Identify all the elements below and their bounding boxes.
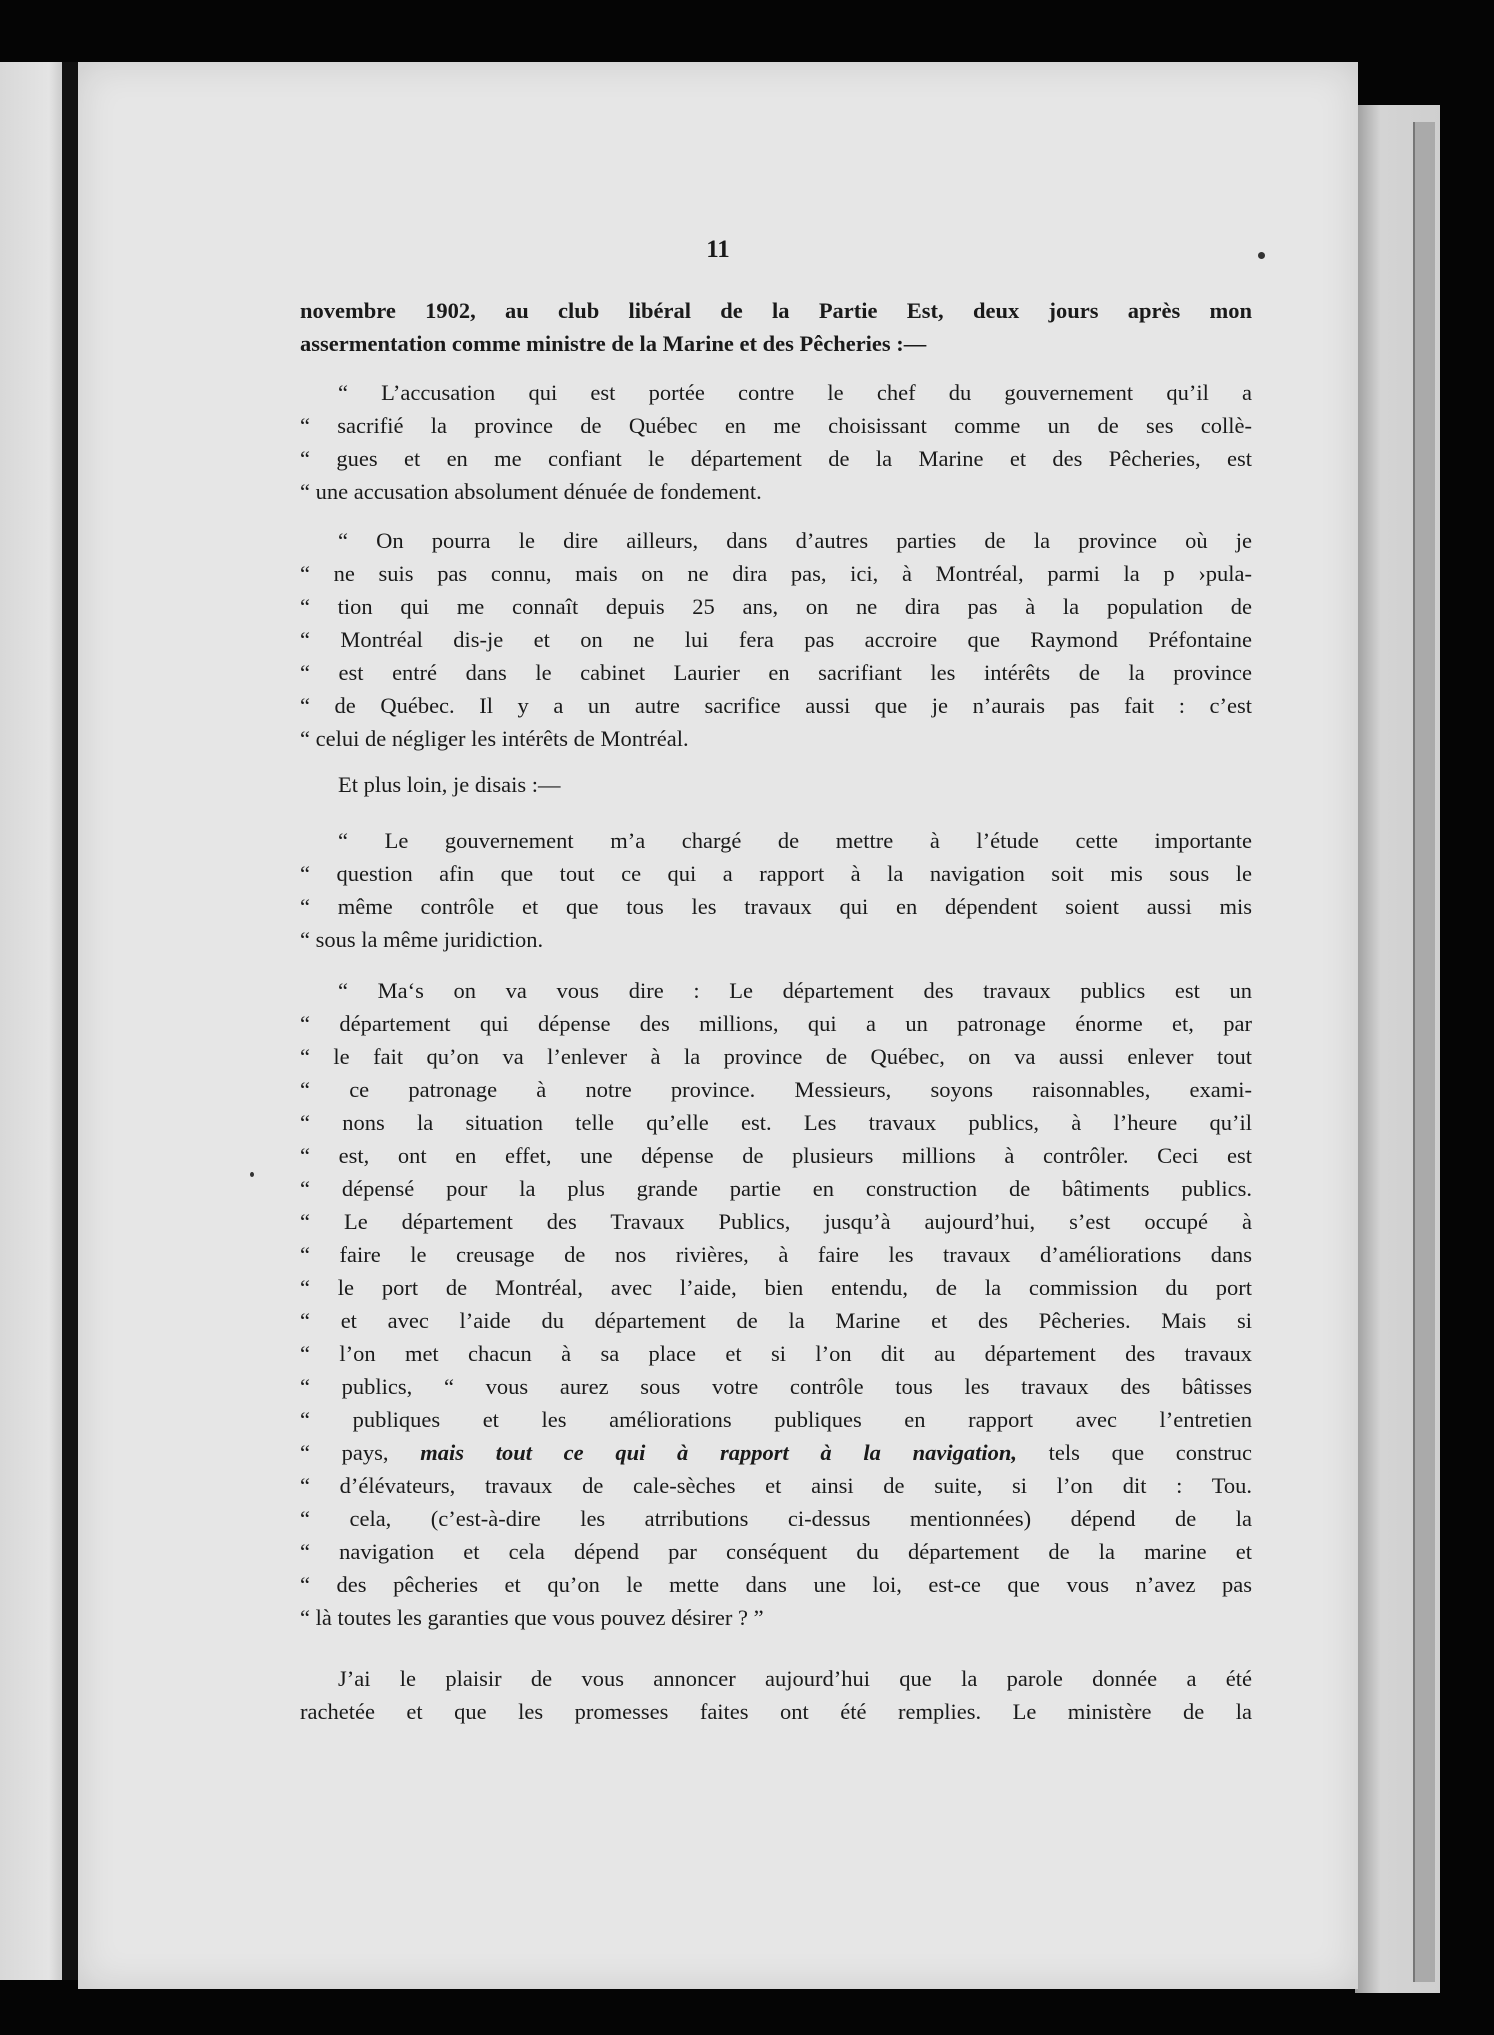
text-line: assermentation comme ministre de la Marine et des Pêcheries :— [300,331,927,356]
text-line: “ une accusation absolument dénuée de fondement. [300,479,762,504]
text-line: “ même contrôle et que tous les travaux qui en dépendent soient aussi mis [300,894,1252,919]
paragraph-transition [300,768,1252,801]
text-line: “ le port de Montréal, avec l’aide, bien entendu, de la commission du port [300,1275,1252,1300]
paragraph-quote-3 [300,824,1252,956]
text-line: “ le fait qu’on va l’enlever à la province de Québec, on va aussi enlever tout [300,1044,1252,1069]
text-line: “ sous la même juridiction. [300,927,544,952]
text-line: “ L’accusation qui est portée contre le chef du gouvernement qu’il a [338,380,1252,405]
text-line: “ gues et en me confiant le département de la Marine et des Pêcheries, est [300,446,1252,471]
text-line: “ nons la situation telle qu’elle est. Les travaux publics, à l’heure qu’il [300,1110,1252,1135]
italic-emphasis: mais tout ce qui à rapport à la navigation, [420,1440,1017,1465]
text-line: “ faire le creusage de nos rivières, à faire les travaux d’améliorations dans [300,1242,1252,1267]
text-line: rachetée et que les promesses faites ont été remplies. Le ministère de la [300,1699,1252,1724]
text-line: “ dépensé pour la plus grande partie en construction de bâtiments publics. [300,1176,1252,1201]
text-line: novembre 1902, au club libéral de la Partie Est, deux jours après mon [300,298,1252,323]
text-line: “ cela, (c’est-à-dire les atrributions ci-dessus mentionnées) dépend de la [300,1506,1252,1531]
text-line: “ navigation et cela dépend par conséquent du département de la marine et [300,1539,1252,1564]
paragraph-quote-2 [300,524,1252,755]
text-line: “ est, ont en effet, une dépense de plusieurs millions à contrôler. Ceci est [300,1143,1252,1168]
text-line: “ celui de négliger les intérêts de Montréal. [300,726,689,751]
text-line: “ ne suis pas connu, mais on ne dira pas, ici, à Montréal, parmi la p ›pula- [300,561,1252,586]
text-line: “ est entré dans le cabinet Laurier en sacrifiant les intérêts de la province [300,660,1252,685]
paragraph-quote-4 [300,974,1252,1634]
left-page-edge [0,62,70,1980]
text-line: Et plus loin, je disais :— [338,772,561,797]
paragraph-intro [300,294,1252,360]
scan-speck [1258,252,1265,259]
text-line: “ de Québec. Il y a un autre sacrifice aussi que je n’aurais pas fait : c’est [300,693,1252,718]
paragraph-quote-1 [300,376,1252,508]
text-line: “ l’on met chacun à sa place et si l’on dit au département des travaux [300,1341,1252,1366]
text-line: J’ai le plaisir de vous annoncer aujourd’hui que la parole donnée a été [338,1666,1252,1691]
text-line: “ et avec l’aide du département de la Marine et des Pêcheries. Mais si [300,1308,1252,1333]
paragraph-closing [300,1662,1252,1728]
book-spine [62,62,78,1980]
text-line: “ question afin que tout ce qui a rapport à la navigation soit mis sous le [300,861,1252,886]
text-line: “ On pourra le dire ailleurs, dans d’autres parties de la province où je [338,528,1252,553]
text-line: “ tion qui me connaît depuis 25 ans, on ne dira pas à la population de [300,594,1252,619]
text-line: “ des pêcheries et qu’on le mette dans une loi, est-ce que vous n’avez pas [300,1572,1252,1597]
text-line: “ Montréal dis-je et on ne lui fera pas accroire que Raymond Préfontaine [300,627,1252,652]
text-line: “ Ma‘s on va vous dire : Le département des travaux publics est un [338,978,1252,1003]
page-number: 11 [706,236,730,263]
text-line: “ Le département des Travaux Publics, jusqu’à aujourd’hui, s’est occupé à [300,1209,1252,1234]
scan-speck [250,1172,254,1177]
text-line: “ là toutes les garanties que vous pouvez désirer ? ” [300,1605,764,1630]
right-page-stack-inner [1413,122,1435,1982]
text-line: “ Le gouvernement m’a chargé de mettre à l’étude cette importante [338,828,1252,853]
text-line: “ publiques et les améliorations publiques en rapport avec l’entretien [300,1407,1252,1432]
text-line: “ ce patronage à notre province. Messieurs, soyons raisonnables, exami- [300,1077,1252,1102]
text-line: “ d’élévateurs, travaux de cale-sèches et ainsi de suite, si l’on dit : Tou. [300,1473,1252,1498]
text-line: “ sacrifié la province de Québec en me choisissant comme un de ses collè- [300,413,1252,438]
text-line-with-italic: “ pays, mais tout ce qui à rapport à la navigation, tels que construc [300,1440,1253,1465]
document-page [78,62,1358,1989]
text-line: “ publics, “ vous aurez sous votre contrôle tous les travaux des bâtisses [300,1374,1252,1399]
text-line: “ département qui dépense des millions, qui a un patronage énorme et, par [300,1011,1252,1036]
